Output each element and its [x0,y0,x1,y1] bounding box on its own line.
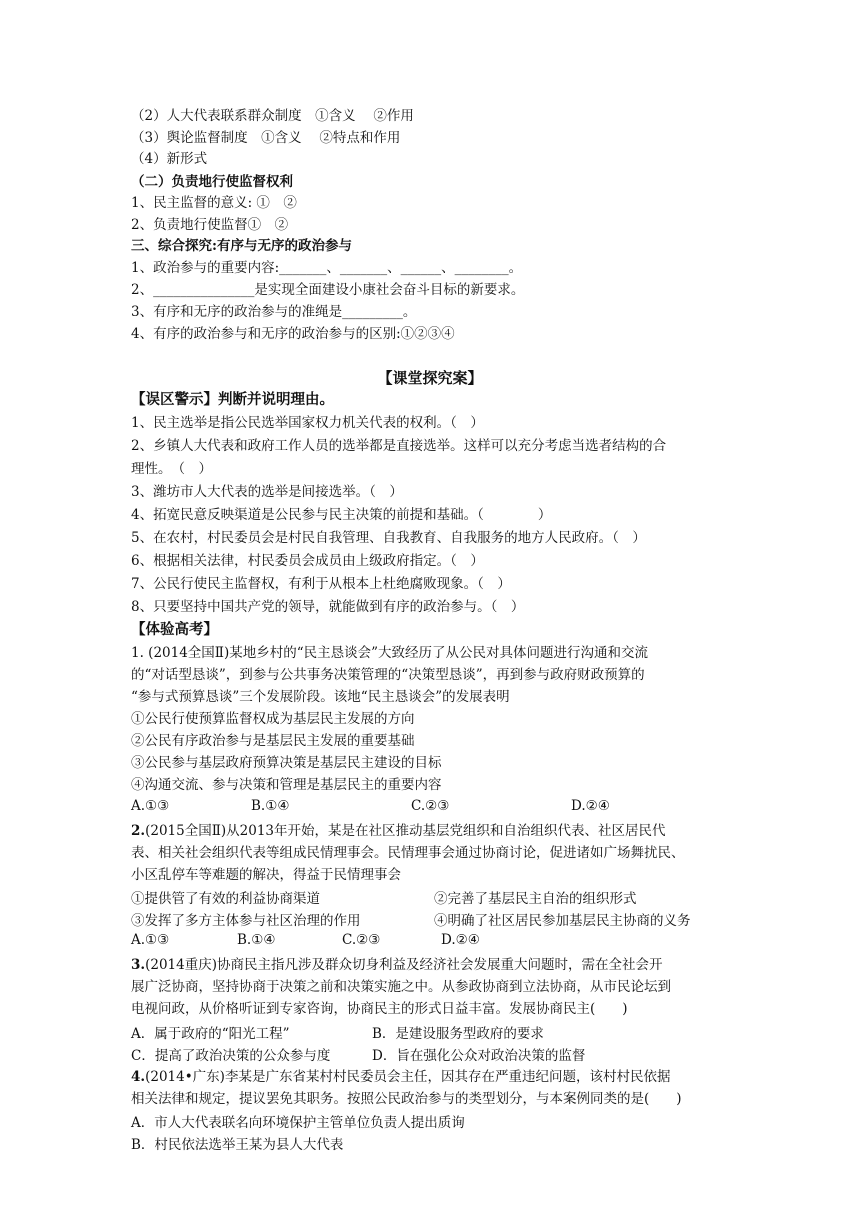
option-a: A.①③ [131,932,170,948]
statement-line: ③发挥了多方主体参与社区治理的作用 [131,913,361,929]
section-heading: 【误区警示】判断并说明理由。 [131,391,334,408]
statement-line: ④明确了社区居民参加基层民主协商的义务 [434,913,691,929]
question-line: 7、公民行使民主监督权，有利于从根本上杜绝腐败现象。（ ） [131,576,511,592]
question-line: 1. (2014全国Ⅱ)某地乡村的“民主恳谈会”大致经历了从公民对具体问题进行沟通和交流 [131,645,649,661]
option-b: B．是建设服务型政府的要求 [372,1026,544,1042]
text-line: 4、有序的政治参与和无序的政治参与的区别:①②③④ [131,326,455,342]
question-line: 3、潍坊市人大代表的选举是间接选举。（ ） [131,484,403,500]
question-line: “参与式预算恳谈”三个发展阶段。该地“民主恳谈会”的发展表明 [131,689,510,705]
statement-line: ③公民参与基层政府预算决策是基层民主建设的目标 [131,755,442,771]
statement-line: ②公民有序政治参与是基层民主发展的重要基础 [131,733,415,749]
text-line: 2、_______________是实现全面建设小康社会奋斗目标的新要求。 [131,282,525,298]
text-line: 2、负责地行使监督① ② [131,217,289,233]
option-c: C.②③ [342,932,381,948]
section-heading: 【体验高考】 [131,621,218,638]
section-heading: 三、综合探究:有序与无序的政治参与 [131,238,352,254]
page-title: 【课堂探究案】 [377,369,483,387]
question-line: 理性。 （ ） [131,461,212,477]
statement-line: ②完善了基层民主自治的组织形式 [434,891,637,907]
question-number: 2. [131,823,146,839]
option-c: C．提高了政治决策的公众参与度 [131,1048,331,1064]
text-line: 1、民主监督的意义: ① ② [131,195,297,211]
question-line: 4、拓宽民意反映渠道是公民参与民主决策的前提和基础。（ ） [131,507,552,523]
question-number: 3. [131,957,146,973]
option-d: D.②④ [571,798,610,814]
option-b: B.①④ [251,798,290,814]
question-number: 4. [131,1069,146,1085]
question-line [131,955,662,975]
option-b: B．村民依法选举王某为县人大代表 [131,1137,344,1153]
option-b: B.①④ [237,932,276,948]
question-line [131,1067,670,1087]
statement-line: ①公民行使预算监督权成为基层民主发展的方向 [131,711,415,727]
option-a: A．属于政府的“阳光工程” [131,1026,290,1042]
text-line: （2）人大代表联系群众制度 ①含义 ②作用 [131,108,414,124]
option-c: C.②③ [411,798,450,814]
option-d: D．旨在强化公众对政治决策的监督 [372,1048,586,1064]
statement-line: ①提供管了有效的利益协商渠道 [131,891,320,907]
option-d: D.②④ [441,932,480,948]
question-line: 电视问政，从价格听证到专家咨询，协商民主的形式日益丰富。发展协商民主( ) [131,1001,628,1017]
option-a: A.①③ [131,798,170,814]
question-line [131,821,666,841]
text-line: （3）舆论监督制度 ①含义 ②特点和作用 [131,130,401,146]
text-line: （4）新形式 [131,151,208,167]
text-line: 3、有序和无序的政治参与的准绳是_________。 [131,304,417,320]
question-text: (2014•广东)李某是广东省某村村民委员会主任，因其存在严重违纪问题，该村村民依据 [145,1069,671,1085]
question-text: (2015全国Ⅱ)从2013年开始，某是在社区推动基层党组织和自治组织代表、社区居民代 [145,823,666,839]
question-line: 2、乡镇人大代表和政府工作人员的选举都是直接选举。这样可以充分考虑当选者结构的合 [131,438,667,454]
question-line: 表、相关社会组织代表等组成民情理事会。民情理事会通过协商讨论，促进诸如广场舞扰民、 [131,845,685,861]
question-line: 8、只要坚持中国共产党的领导，就能做到有序的政治参与。（ ） [131,599,525,615]
question-line: 相关法律和规定，提议罢免其职务。按照公民政治参与的类型划分，与本案例同类的是( ) [131,1091,682,1107]
question-line: 6、根据相关法律，村民委员会成员由上级政府指定。（ ） [131,553,484,569]
statement-line: ④沟通交流、参与决策和管理是基层民主的重要内容 [131,777,442,793]
question-line: 的“对话型恳谈”，到参与公共事务决策管理的“决策型恳谈”，再到参与政府财政预算的 [131,667,645,683]
option-a: A．市人大代表联名向环境保护主管单位负责人提出质询 [131,1115,465,1131]
question-line: 1、民主选举是指公民选举国家权力机关代表的权利。（ ） [131,415,484,431]
subsection-heading: （二）负责地行使监督权利 [131,174,293,190]
question-line: 小区乱停车等难题的解决，得益于民情理事会 [131,867,401,883]
question-line: 5、在农村，村民委员会是村民自我管理、自我教育、自我服务的地方人民政府。（ ） [131,530,646,546]
question-text: (2014重庆)协商民主指凡涉及群众切身利益及经济社会发展重大问题时，需在全社会开 [145,957,663,973]
text-line: 1、政治参与的重要内容:_______、_______、______、________。 [131,260,523,276]
question-line: 展广泛协商，坚持协商于决策之前和决策实施之中。从参政协商到立法协商，从市民论坛到 [131,979,671,995]
